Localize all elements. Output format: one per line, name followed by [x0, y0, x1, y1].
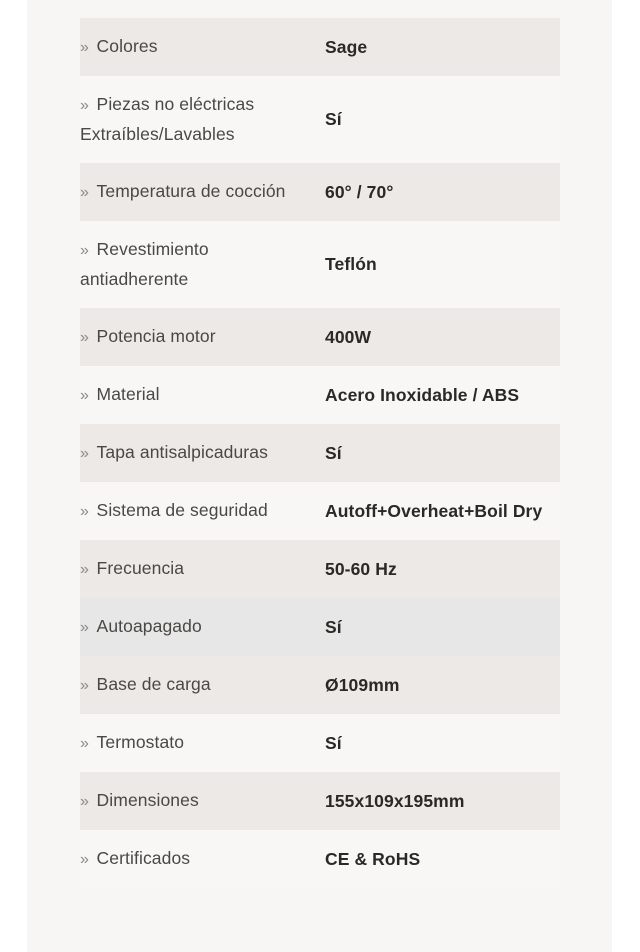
spec-label-text: Frecuencia [96, 558, 185, 578]
spec-label-text: Material [96, 384, 160, 404]
double-chevron-right-icon: » [80, 445, 94, 462]
table-row[interactable] [80, 18, 560, 76]
spec-label-text: Revestimiento antiadherente [80, 239, 209, 289]
spec-label-text: Certificados [96, 848, 191, 868]
content-canvas [27, 0, 612, 952]
table-row[interactable] [80, 656, 560, 714]
spec-label [80, 76, 325, 163]
spec-label [80, 540, 325, 598]
spec-label-text: Piezas no eléctricas Extraíbles/Lavables [80, 94, 255, 144]
table-row[interactable] [80, 482, 560, 540]
spec-value: 50-60 Hz [325, 558, 397, 579]
spec-label [80, 830, 325, 888]
spec-label-text: Dimensiones [96, 790, 199, 810]
table-row[interactable] [80, 424, 560, 482]
double-chevron-right-icon: » [80, 561, 94, 578]
table-row[interactable] [80, 598, 560, 656]
spec-value: Sí [325, 732, 342, 753]
table-row[interactable] [80, 163, 560, 221]
double-chevron-right-icon: » [80, 851, 94, 868]
spec-label [80, 163, 325, 221]
double-chevron-right-icon: » [80, 184, 94, 201]
double-chevron-right-icon: » [80, 677, 94, 694]
spec-label [80, 772, 325, 830]
double-chevron-right-icon: » [80, 242, 94, 259]
spec-label-text: Base de carga [96, 674, 211, 694]
spec-value: 400W [325, 326, 372, 347]
spec-label [80, 482, 325, 540]
spec-label [80, 308, 325, 366]
spec-label [80, 598, 325, 656]
double-chevron-right-icon: » [80, 387, 94, 404]
double-chevron-right-icon: » [80, 97, 94, 114]
spec-value: Ø109mm [325, 674, 400, 695]
double-chevron-right-icon: » [80, 39, 94, 56]
spec-label [80, 18, 325, 76]
spec-value: 155x109x195mm [325, 790, 465, 811]
double-chevron-right-icon: » [80, 503, 94, 520]
spec-label-text: Autoapagado [96, 616, 202, 636]
spec-value: Sage [325, 36, 368, 57]
spec-label [80, 221, 325, 308]
table-row[interactable] [80, 308, 560, 366]
table-row[interactable] [80, 221, 560, 308]
table-row[interactable] [80, 714, 560, 772]
double-chevron-right-icon: » [80, 793, 94, 810]
spec-label-text: Colores [96, 36, 158, 56]
spec-label-text: Temperatura de cocción [96, 181, 286, 201]
spec-value: CE & RoHS [325, 848, 421, 869]
table-row[interactable] [80, 76, 560, 163]
double-chevron-right-icon: » [80, 329, 94, 346]
spec-value: Sí [325, 109, 342, 129]
spec-label-text: Potencia motor [96, 326, 216, 346]
spec-value: Autoff+Overheat+Boil Dry [325, 500, 543, 521]
double-chevron-right-icon: » [80, 735, 94, 752]
table-row[interactable] [80, 830, 560, 888]
spec-label [80, 656, 325, 714]
spec-value: 60° / 70° [325, 181, 394, 202]
spec-label [80, 424, 325, 482]
table-row[interactable] [80, 540, 560, 598]
spec-value: Sí [325, 442, 342, 463]
table-row[interactable] [80, 772, 560, 830]
table-row[interactable] [80, 366, 560, 424]
spec-value: Acero Inoxidable / ABS [325, 384, 520, 405]
spec-label [80, 714, 325, 772]
spec-value: Teflón [325, 254, 377, 274]
spec-label-text: Sistema de seguridad [96, 500, 268, 520]
spec-label-text: Termostato [96, 732, 185, 752]
spec-value: Sí [325, 616, 342, 637]
specifications-table [80, 18, 560, 888]
spec-label-text: Tapa antisalpicaduras [96, 442, 268, 462]
double-chevron-right-icon: » [80, 619, 94, 636]
spec-label [80, 366, 325, 424]
